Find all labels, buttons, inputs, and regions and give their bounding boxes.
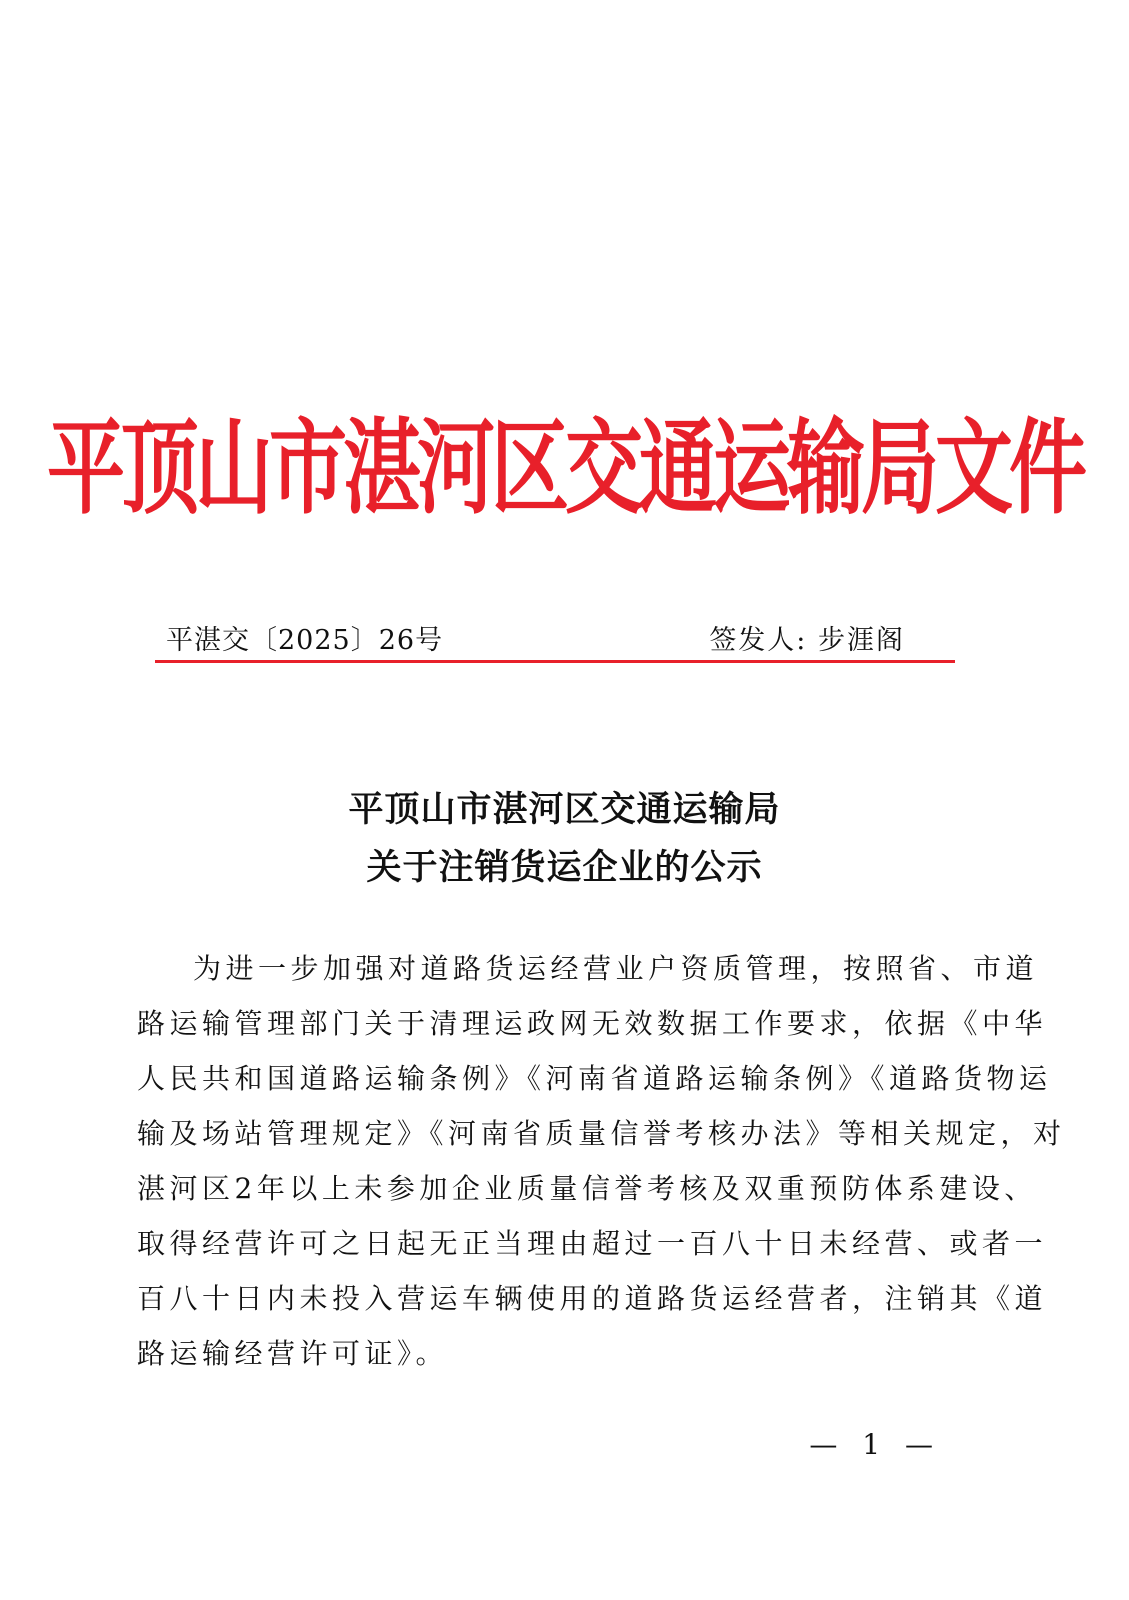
page-number: — 1 — [809,1428,941,1461]
body-line-6: 取得经营许可之日起无正当理由超过一百八十日未经营、或者一 [137,1227,1048,1260]
body-line-3: 人民共和国道路运输条例》《河南省道路运输条例》《道路货物运 [137,1062,1052,1095]
notice-title-line-1: 平顶山市湛河区交通运输局 [348,790,781,830]
notice-title-line-2: 关于注销货运企业的公示 [366,848,763,888]
body-line-4: 输及场站管理规定》《河南省质量信誉考核办法》等相关规定，对 [137,1117,1066,1150]
body-line-5: 湛河区2年以上未参加企业质量信誉考核及双重预防体系建设、 [137,1172,1037,1205]
body-line-8: 路运输经营许可证》。 [137,1337,449,1370]
red-divider-line [155,660,955,663]
signer: 签发人: 步涯阁 [709,625,905,656]
body-line-7: 百八十日内未投入营运车辆使用的道路货运经营者，注销其《道 [137,1282,1048,1315]
body-line-1: 为进一步加强对道路货运经营业户资质管理，按照省、市道 [193,952,1039,985]
body-line-2: 路运输管理部门关于清理运政网无效数据工作要求，依据《中华 [137,1007,1048,1040]
document-number: 平湛交〔2025〕26号 [166,625,444,656]
document-header-title: 平顶山市湛河区交通运输局文件 [47,409,1084,529]
